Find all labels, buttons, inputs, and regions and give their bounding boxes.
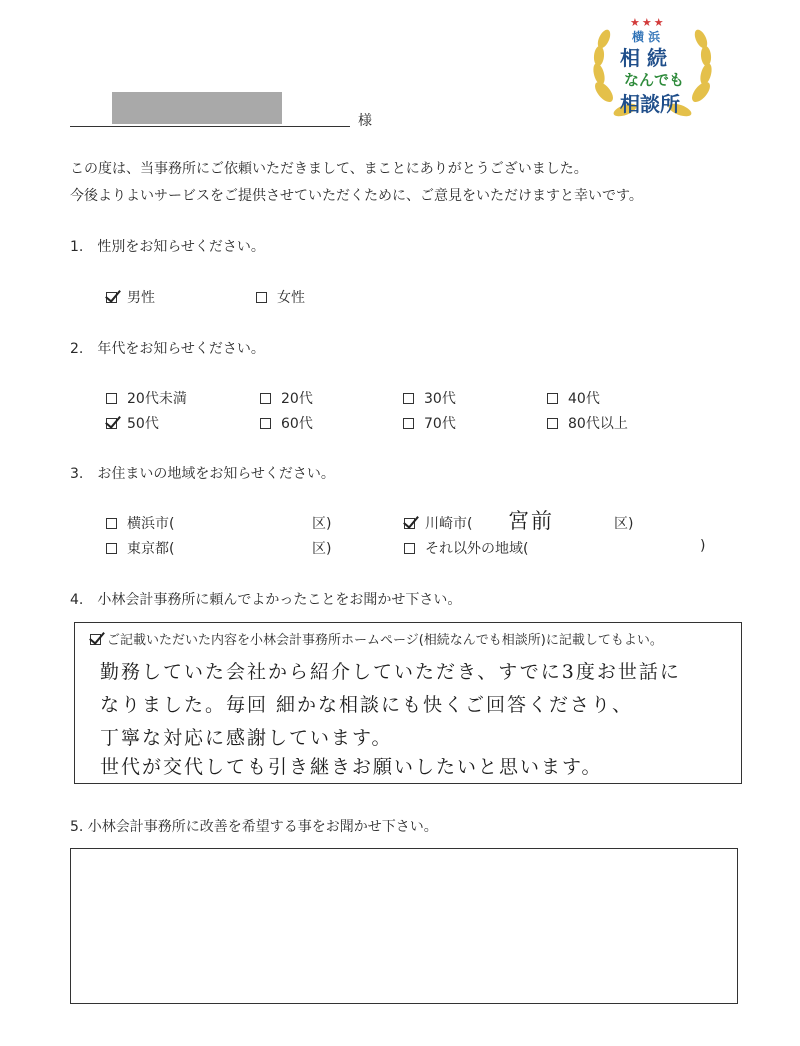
q4-title: 4. 小林会計事務所に頼んでよかったことをお聞かせ下さい。 (70, 592, 462, 608)
80plus-checkbox[interactable] (547, 418, 558, 429)
kawasaki-ward-value[interactable]: 宮前 (508, 509, 554, 533)
yokohama-label: 横浜市( (127, 516, 175, 532)
tokyo-ward-suffix: 区) (312, 541, 332, 557)
q3-option-yokohama[interactable] (106, 513, 174, 533)
other-region-suffix: ) (700, 538, 706, 554)
logo-stars: ★★★ (630, 16, 666, 29)
q1-option-female[interactable] (256, 287, 305, 307)
other-region-label: それ以外の地域( (425, 541, 529, 557)
q2-option-20s[interactable] (260, 388, 313, 408)
kawasaki-checkbox[interactable] (404, 518, 415, 529)
60s-checkbox[interactable] (260, 418, 271, 429)
consent-label: ご記載いただいた内容を小林会計事務所ホームページ(相続なんでも相談所)に記載してもよい。 (107, 633, 663, 648)
logo (590, 14, 715, 124)
q2-title: 2. 年代をお知らせください。 (70, 341, 265, 357)
q4-answer-line-2: なりました。毎回 細かな相談にも快くご回答くださり、 (100, 694, 634, 716)
q2-option-30s[interactable] (403, 388, 456, 408)
q3-option-tokyo[interactable] (106, 538, 174, 558)
intro-line-2: 今後よりよいサービスをご提供させていただくために、ご意見をいただけますと幸いです。 (70, 188, 643, 204)
intro-line-1: この度は、当事務所にご依頼いただきまして、まことにありがとうございました。 (70, 161, 588, 177)
80plus-label: 80代以上 (568, 416, 628, 432)
q3-option-other[interactable] (404, 538, 528, 558)
q2-option-70s[interactable] (403, 413, 456, 433)
male-checkbox[interactable] (106, 292, 117, 303)
40s-label: 40代 (568, 391, 600, 407)
q1-title: 1. 性別をお知らせください。 (70, 239, 265, 255)
q2-option-60s[interactable] (260, 413, 313, 433)
q2-option-80plus[interactable] (547, 413, 628, 433)
under20-label: 20代未満 (127, 391, 187, 407)
male-label: 男性 (127, 290, 155, 306)
70s-checkbox[interactable] (403, 418, 414, 429)
20s-label: 20代 (281, 391, 313, 407)
q2-option-40s[interactable] (547, 388, 600, 408)
q2-option-50s[interactable] (106, 413, 159, 433)
q4-answer-line-4: 世代が交代しても引き継きお願いしたいと思います。 (100, 756, 603, 778)
logo-line4: 相談所 (620, 92, 680, 116)
20s-checkbox[interactable] (260, 393, 271, 404)
q1-option-male[interactable] (106, 287, 155, 307)
70s-label: 70代 (424, 416, 456, 432)
60s-label: 60代 (281, 416, 313, 432)
tokyo-label: 東京都( (127, 541, 175, 557)
other-region-checkbox[interactable] (404, 543, 415, 554)
30s-label: 30代 (424, 391, 456, 407)
q5-answer-box[interactable] (70, 848, 738, 1004)
q5-title: 5. 小林会計事務所に改善を希望する事をお聞かせ下さい。 (70, 819, 438, 835)
recipient-underline (70, 126, 350, 127)
consent-checkbox[interactable] (90, 634, 101, 645)
yokohama-checkbox[interactable] (106, 518, 117, 529)
logo-line2: 相 続 (620, 46, 667, 70)
50s-checkbox[interactable] (106, 418, 117, 429)
q4-answer-line-3: 丁寧な対応に感謝しています。 (100, 727, 393, 749)
recipient-name-redacted (112, 92, 282, 124)
q3-title: 3. お住まいの地域をお知らせください。 (70, 466, 335, 482)
kawasaki-label: 川崎市( (425, 516, 473, 532)
kawasaki-ward-suffix: 区) (614, 516, 634, 532)
40s-checkbox[interactable] (547, 393, 558, 404)
logo-line1: 横 浜 (632, 30, 661, 44)
30s-checkbox[interactable] (403, 393, 414, 404)
logo-line3: なんでも (624, 71, 685, 89)
under20-checkbox[interactable] (106, 393, 117, 404)
female-checkbox[interactable] (256, 292, 267, 303)
yokohama-ward-suffix: 区) (312, 516, 332, 532)
q4-consent[interactable] (90, 629, 663, 648)
recipient-honorific: 様 (358, 113, 372, 129)
female-label: 女性 (277, 290, 305, 306)
q2-option-under20[interactable] (106, 388, 187, 408)
tokyo-checkbox[interactable] (106, 543, 117, 554)
q3-option-kawasaki[interactable] (404, 513, 472, 533)
q4-answer-line-1: 勤務していた会社から紹介していただき、すでに3度お世話に (100, 661, 681, 683)
50s-label: 50代 (127, 416, 159, 432)
